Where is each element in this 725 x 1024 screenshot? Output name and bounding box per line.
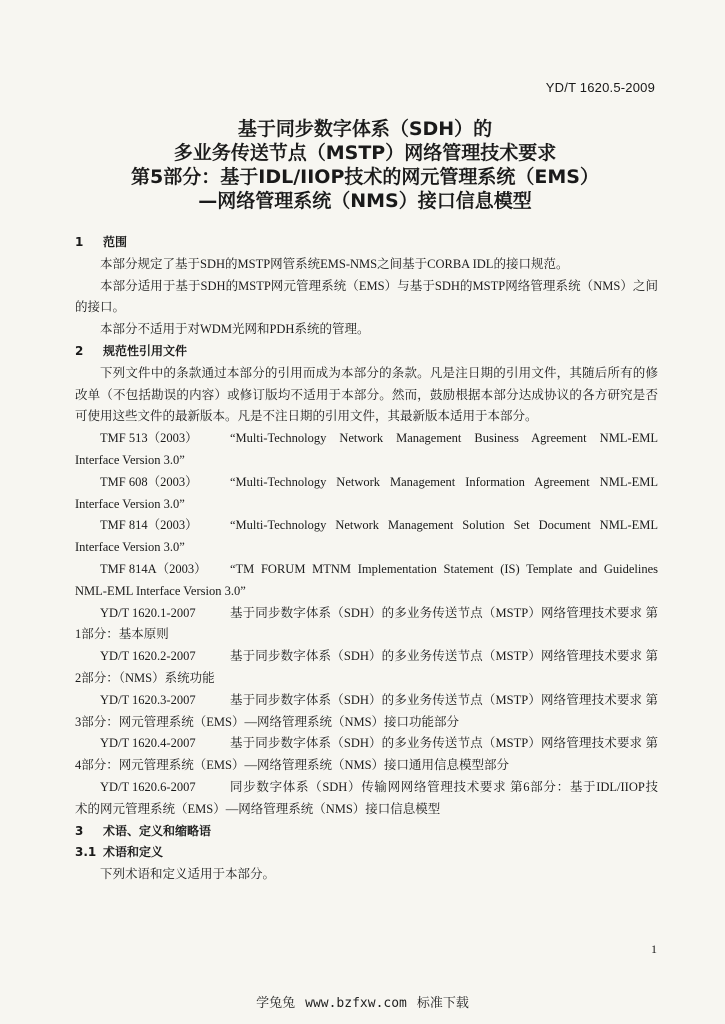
reference-title: 同步数字体系（SDH）传输网网络管理技术要求 第6部分：基于IDL/IIOP技 (230, 779, 658, 794)
footer-site-link[interactable]: www.bzfxw.com (305, 996, 407, 1011)
title-line-1: 基于同步数字体系（SDH）的 (237, 118, 493, 140)
reference-code: TMF 814（2003） (100, 518, 198, 533)
paragraph: 下列术语和定义适用于本部分。 (100, 867, 276, 882)
section-title: 术语、定义和缩略语 (103, 823, 212, 838)
reference-item (75, 646, 658, 690)
reference-item (75, 603, 658, 647)
paragraph: 本部分不适用于对WDM光网和PDH系统的管理。 (100, 322, 370, 337)
reference-code: YD/T 1620.1-2007 (100, 605, 196, 620)
section-number: 1 (75, 235, 84, 249)
section-2-heading (75, 341, 658, 363)
reference-code: TMF 814A（2003） (100, 561, 207, 576)
reference-item (75, 428, 658, 472)
subsection-title: 术语和定义 (103, 845, 164, 860)
reference-code: YD/T 1620.6-2007 (100, 779, 196, 794)
reference-code: YD/T 1620.4-2007 (100, 736, 196, 751)
reference-title-continued: 2部分：（NMS）系统功能 (75, 670, 215, 685)
title-line-4: —网络管理系统（NMS）接口信息模型 (198, 190, 532, 212)
reference-code: YD/T 1620.3-2007 (100, 692, 196, 707)
section-1-heading (75, 232, 658, 254)
reference-title: “Multi-Technology Network Management Information Agreement NML-EML (230, 474, 658, 489)
document-body (75, 232, 658, 886)
reference-title: 基于同步数字体系（SDH）的多业务传送节点（MSTP）网络管理技术要求 第 (230, 736, 658, 751)
reference-title: 基于同步数字体系（SDH）的多业务传送节点（MSTP）网络管理技术要求 第 (230, 692, 658, 707)
section-3-heading (75, 821, 658, 843)
footer-watermark (0, 992, 725, 1011)
paragraph: 本部分规定了基于SDH的MSTP网管系统EMS-NMS之间基于CORBA IDL的接口规范。 (100, 256, 569, 271)
reference-item (75, 733, 658, 777)
reference-title-continued: 1部分：基本原则 (75, 627, 169, 642)
reference-item (75, 690, 658, 734)
title-line-3: 第5部分：基于IDL/IIOP技术的网元管理系统（EMS） (131, 166, 599, 188)
reference-title: 基于同步数字体系（SDH）的多业务传送节点（MSTP）网络管理技术要求 第 (230, 649, 658, 664)
reference-code: TMF 513（2003） (100, 431, 198, 446)
section-title: 规范性引用文件 (103, 343, 188, 358)
document-title (60, 117, 670, 213)
reference-title: “Multi-Technology Network Management Solution Set Document NML-EML (230, 518, 658, 533)
footer-tagline: 标准下载 (416, 996, 469, 1011)
subsection-3-1-heading (75, 842, 658, 864)
reference-title-continued: 3部分：网元管理系统（EMS）—网络管理系统（NMS）接口功能部分 (75, 714, 460, 729)
reference-item (75, 472, 658, 516)
reference-code: TMF 608（2003） (100, 474, 198, 489)
reference-title: “Multi-Technology Network Management Business Agreement NML-EML (230, 431, 658, 446)
reference-item (75, 515, 658, 559)
reference-title-continued: NML-EML Interface Version 3.0” (75, 583, 246, 598)
section-number: 2 (75, 343, 84, 358)
document-number: YD/T 1620.5-2009 (545, 80, 655, 95)
subsection-number: 3.1 (75, 845, 97, 860)
title-line-2: 多业务传送节点（MSTP）网络管理技术要求 (173, 142, 557, 164)
reference-title-continued: Interface Version 3.0” (75, 496, 185, 511)
reference-item (75, 559, 658, 603)
reference-title: 基于同步数字体系（SDH）的多业务传送节点（MSTP）网络管理技术要求 第 (230, 605, 658, 620)
reference-title-continued: Interface Version 3.0” (75, 540, 185, 555)
reference-title-continued: 4部分：网元管理系统（EMS）—网络管理系统（NMS）接口通用信息模型部分 (75, 758, 510, 773)
section-number: 3 (75, 823, 84, 838)
reference-title: “TM FORUM MTNM Implementation Statement (IS) Template and Guidelines (230, 561, 658, 576)
reference-title-continued: 术的网元管理系统（EMS）—网络管理系统（NMS）接口信息模型 (75, 801, 441, 816)
reference-item (75, 777, 658, 821)
reference-code: YD/T 1620.2-2007 (100, 649, 196, 664)
section-title: 范围 (103, 235, 128, 249)
reference-title-continued: Interface Version 3.0” (75, 452, 185, 467)
footer-brand: 学兔兔 (256, 996, 296, 1011)
page-number: 1 (651, 942, 657, 956)
paragraph: 本部分适用于基于SDH的MSTP网元管理系统（EMS）与基于SDH的MSTP网络管理系统（NMS）之间的接口。 (75, 278, 658, 315)
paragraph: 下列文件中的条款通过本部分的引用而成为本部分的条款。凡是注日期的引用文件，其随后所有的修改单（不包括勘误的内容）或修订版均不适用于本部分。然而，鼓励根据本部分达成协议的各方研究是否可使用这些文件的最新版本。凡是不注日期的引用文件，其最新版本适用于本部分。 (75, 365, 658, 424)
